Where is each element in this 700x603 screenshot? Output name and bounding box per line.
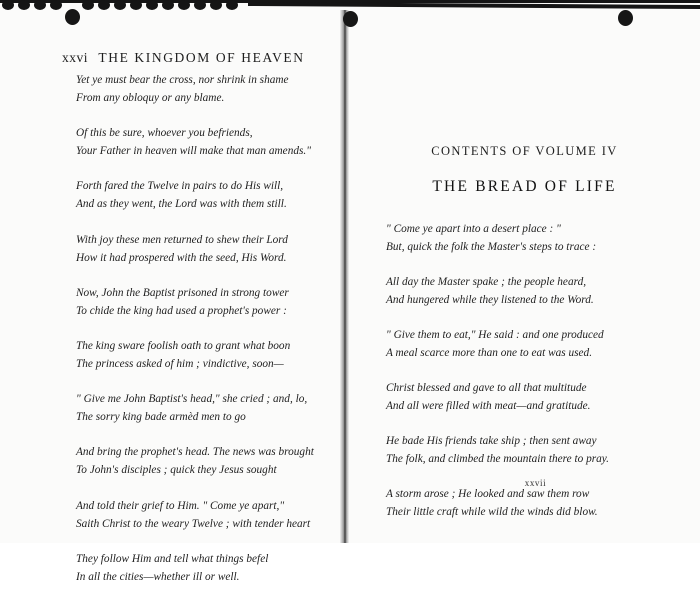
verse-line: The princess asked of him ; vindictive, soon— (76, 357, 284, 370)
right-poem-text (386, 220, 686, 538)
verse-line: From any obloquy or any blame. (76, 92, 225, 104)
verse-line: In all the cities—whether ill or well. (76, 570, 240, 583)
verse-line: " Give them to eat," He said : and one produced (386, 329, 604, 341)
verse-line: And all were filled with meat—and gratitude. (386, 400, 591, 412)
stanza (76, 443, 338, 479)
verse-line: Their little craft while wild the winds did blow. (386, 506, 598, 518)
verse-line: But, quick the folk the Master's steps to trace : (386, 241, 597, 253)
stanza (386, 379, 686, 415)
contents-heading: CONTENTS OF VOLUME IV (431, 144, 618, 158)
stanza (76, 337, 338, 373)
stanza (386, 220, 686, 256)
running-head (62, 50, 305, 66)
verse-line: All day the Master spake ; the people heard, (386, 276, 587, 288)
verse-line: And as they went, the Lord was with them still. (76, 198, 287, 211)
stanza (76, 71, 338, 107)
verse-line: Forth fared the Twelve in pairs to do His will, (76, 180, 284, 193)
stanza (76, 497, 338, 533)
verse-line: The king sware foolish oath to grant what boon (76, 339, 291, 352)
right-page-number: xxvii (524, 478, 547, 488)
verse-line: To John's disciples ; quick they Jesus sought (76, 464, 277, 477)
left-poem-text (76, 71, 338, 603)
verse-line: How it had prospered with the seed, His Word. (76, 251, 287, 264)
stanza (76, 550, 338, 586)
verse-line: Yet ye must bear the cross, nor shrink in shame (76, 74, 289, 86)
verse-line: With joy these men returned to shew their Lord (76, 233, 288, 246)
verse-line: To chide the king had used a prophet's power : (76, 304, 287, 317)
stanza (76, 390, 338, 426)
verse-line: Christ blessed and gave to all that multitude (386, 382, 587, 394)
verse-line: Of this be sure, whoever you befriends, (76, 127, 253, 140)
verse-line: A meal scarce more than one to eat was used. (386, 347, 593, 359)
verse-line: " Come ye apart into a desert place : " (386, 223, 561, 235)
stanza (386, 432, 686, 468)
volume-title: THE BREAD OF LIFE (432, 178, 617, 195)
verse-line: Now, John the Baptist prisoned in strong tower (76, 286, 289, 299)
verse-line: He bade His friends take ship ; then sent away (386, 435, 597, 447)
left-page (0, 0, 340, 583)
verse-line: " Give me John Baptist's head," she cried ; and, lo, (76, 393, 308, 406)
stanza (76, 284, 338, 320)
stanza (76, 231, 338, 267)
verse-line: And told their grief to Him. " Come ye apart," (76, 499, 285, 512)
verse-line: And hungered while they listened to the Word. (386, 294, 594, 306)
stanza (386, 273, 686, 309)
running-title: THE KINGDOM OF HEAVEN (98, 50, 305, 65)
book-gutter (340, 10, 349, 543)
stanza (386, 326, 686, 362)
verse-line: A storm arose ; He looked and saw them row (386, 488, 590, 500)
stanza (76, 124, 338, 160)
verse-line: Saith Christ to the weary Twelve ; with tender heart (76, 517, 311, 530)
verse-line: The folk, and climbed the mountain there to pray. (386, 453, 609, 465)
verse-line: And bring the prophet's head. The news was brought (76, 446, 314, 459)
left-page-number: xxvi (62, 50, 89, 65)
verse-line: Your Father in heaven will make that man amends." (76, 145, 311, 158)
verse-line: The sorry king bade armèd men to go (76, 411, 246, 424)
stanza (76, 177, 338, 213)
right-page (349, 0, 700, 543)
verse-line: They follow Him and tell what things befel (76, 552, 269, 565)
stanza (386, 485, 686, 521)
